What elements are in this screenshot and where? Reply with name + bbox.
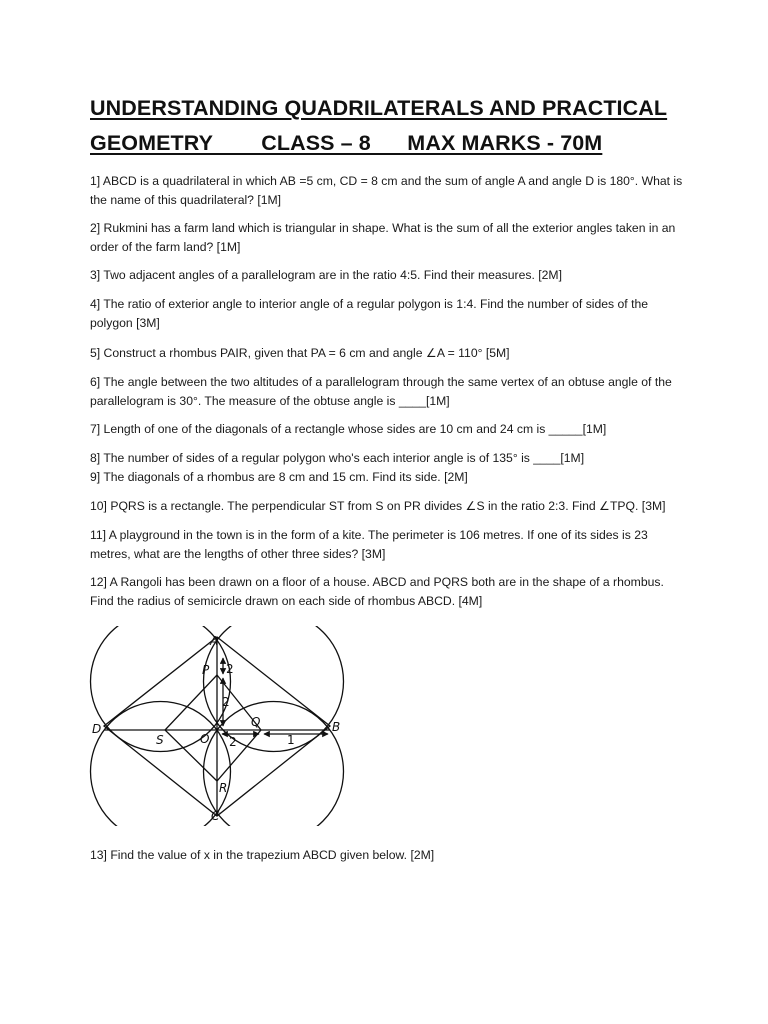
question-12: 12] A Rangoli has been drawn on a floor of a house. ABCD and PQRS both are in the shape of a rhombus. Find the radius of semicircle drawn on each side of rhombus ABCD. [4M] bbox=[90, 575, 664, 608]
rangoli-diagram bbox=[88, 626, 350, 826]
question-1: 1] ABCD is a quadrilateral in which AB =5 cm, CD = 8 cm and the sum of angle A and angle D is 180°. What is the name of this quadrilateral? [1M] bbox=[90, 174, 683, 207]
question-7: 7] Length of one of the diagonals of a rectangle whose sides are 10 cm and 24 cm is _____[1M] bbox=[90, 422, 607, 436]
question-11: 11] A playground in the town is in the form of a kite. The perimeter is 106 metres. If one of its sides is 23 metres, what are the lengths of other three sides? [3M] bbox=[90, 528, 648, 561]
label-o: O bbox=[200, 732, 210, 746]
label-b: B bbox=[332, 720, 341, 734]
label-r: R bbox=[219, 781, 228, 795]
label-d: D bbox=[92, 722, 102, 736]
question-5: 5] Construct a rhombus PAIR, given that PA = 6 cm and angle ∠A = 110° [5M] bbox=[90, 346, 510, 360]
question-13: 13] Find the value of x in the trapezium ABCD given below. [2M] bbox=[90, 848, 435, 862]
question-8: 8] The number of sides of a regular polygon who's each interior angle is of 135° is ____[1M] bbox=[90, 451, 585, 465]
question-6: 6] The angle between the two altitudes of a parallelogram through the same vertex of an obtuse angle of the parallelogram is 30°. The measure of the obtuse angle is ____[1M] bbox=[90, 375, 672, 408]
measure-po: 2 bbox=[222, 695, 230, 709]
question-3: 3] Two adjacent angles of a parallelogram are in the ratio 4:5. Find their measures. [2M] bbox=[90, 268, 562, 282]
label-p: P bbox=[202, 663, 210, 677]
page-title-line-2: GEOMETRY CLASS – 8 MAX MARKS - 70M bbox=[90, 131, 603, 155]
page-title-line-1: UNDERSTANDING QUADRILATERALS AND PRACTICAL bbox=[90, 96, 668, 120]
rangoli-figure bbox=[88, 626, 350, 826]
question-10: 10] PQRS is a rectangle. The perpendicular ST from S on PR divides ∠S in the ratio 2:3. Find ∠TPQ. [3M] bbox=[90, 499, 666, 513]
label-s: S bbox=[156, 733, 164, 747]
question-2: 2] Rukmini has a farm land which is triangular in shape. What is the sum of all the exterior angles taken in an order of the farm land? [1M] bbox=[90, 221, 676, 254]
measure-qb: 1 bbox=[287, 733, 295, 747]
measure-oq: 2 bbox=[229, 735, 237, 749]
question-4: 4] The ratio of exterior angle to interior angle of a regular polygon is 1:4. Find the number of sides of the polygon [3M] bbox=[90, 297, 649, 330]
question-9: 9] The diagonals of a rhombus are 8 cm and 15 cm. Find its side. [2M] bbox=[90, 470, 468, 484]
label-q: Q bbox=[251, 715, 261, 729]
label-c: C bbox=[211, 809, 220, 823]
measure-ap: 2 bbox=[226, 662, 234, 676]
label-a: A bbox=[210, 634, 219, 648]
